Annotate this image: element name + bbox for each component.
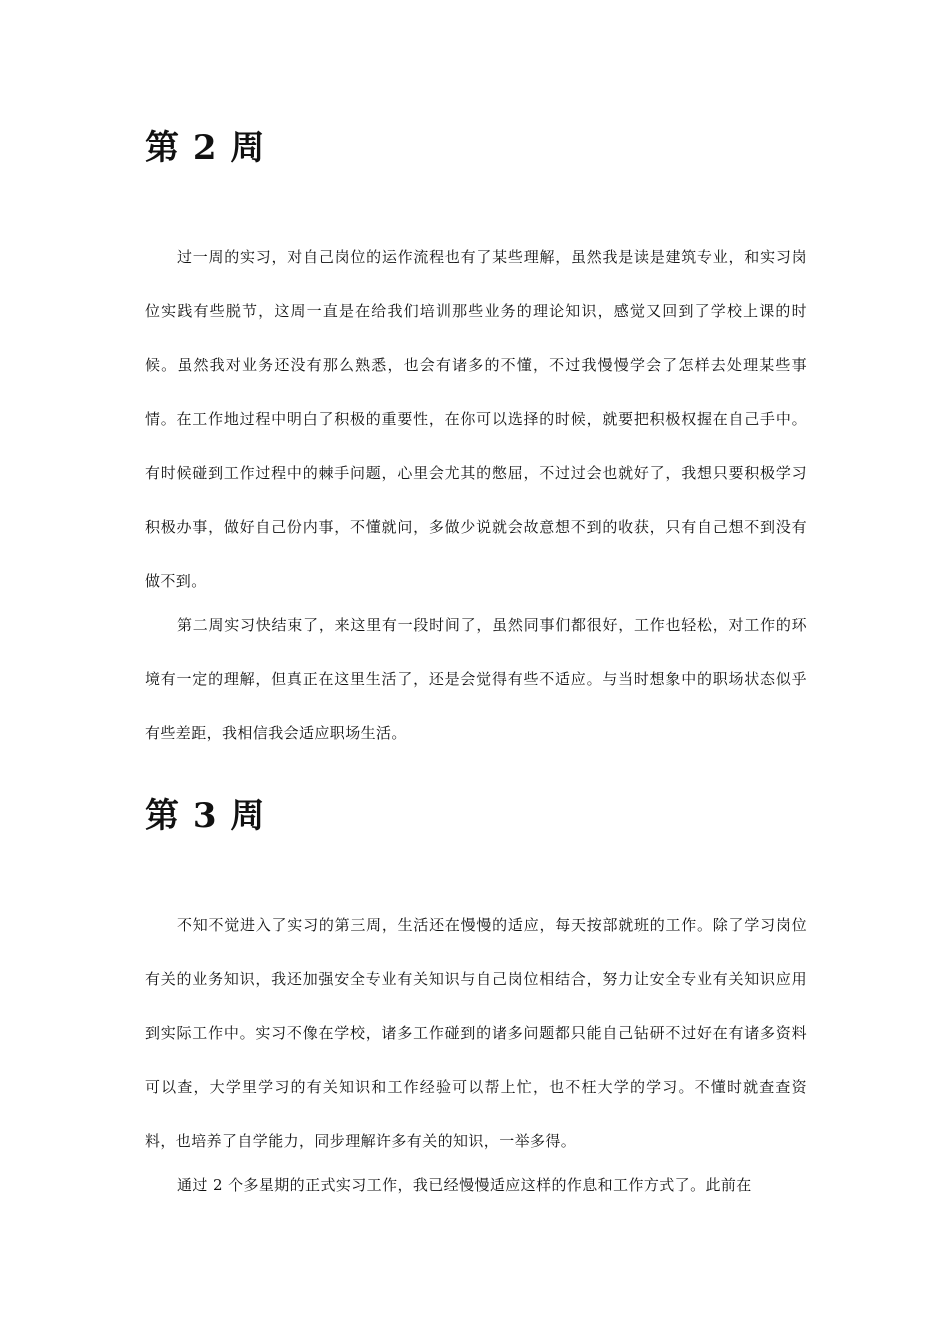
- paragraph: 通过 2 个多星期的正式实习工作，我已经慢慢适应这样的作息和工作方式了。此前在: [177, 1176, 752, 1194]
- section-heading-week-2: 第 2 周: [145, 128, 266, 168]
- paragraph: 过一周的实习，对自己岗位的运作流程也有了某些理解，虽然我是读是建筑专业，和实习岗位实践有些脱节，这周一直是在给我们培训那些业务的理论知识，感觉又回到了学校上课的时候。虽然我对业务还没有那么熟悉，也会有诸多的不懂，不过我慢慢学会了怎样去处理某些事情。在工作地过程中明白了积极的重要性，在你可以选择的时候，就要把积极权握在自己手中。有时候碰到工作过程中的棘手问题，心里会尤其的憋屈，不过过会也就好了，我想只要积极学习积极办事，做好自己份内事，不懂就问，多做少说就会故意想不到的收获，只有自己想不到没有做不到。: [145, 248, 807, 590]
- paragraph: 不知不觉进入了实习的第三周，生活还在慢慢的适应，每天按部就班的工作。除了学习岗位有关的业务知识，我还加强安全专业有关知识与自己岗位相结合，努力让安全专业有关知识应用到实际工作中。实习不像在学校，诸多工作碰到的诸多问题都只能自己钻研不过好在有诸多资料可以查，大学里学习的有关知识和工作经验可以帮上忙，也不枉大学的学习。不懂时就查查资料，也培养了自学能力，同步理解许多有关的知识，一举多得。: [145, 916, 807, 1150]
- section-heading-week-3: 第 3 周: [145, 796, 266, 836]
- paragraph: 第二周实习快结束了，来这里有一段时间了，虽然同事们都很好，工作也轻松，对工作的环境有一定的理解，但真正在这里生活了，还是会觉得有些不适应。与当时想象中的职场状态似乎有些差距，我相信我会适应职场生活。: [145, 616, 807, 742]
